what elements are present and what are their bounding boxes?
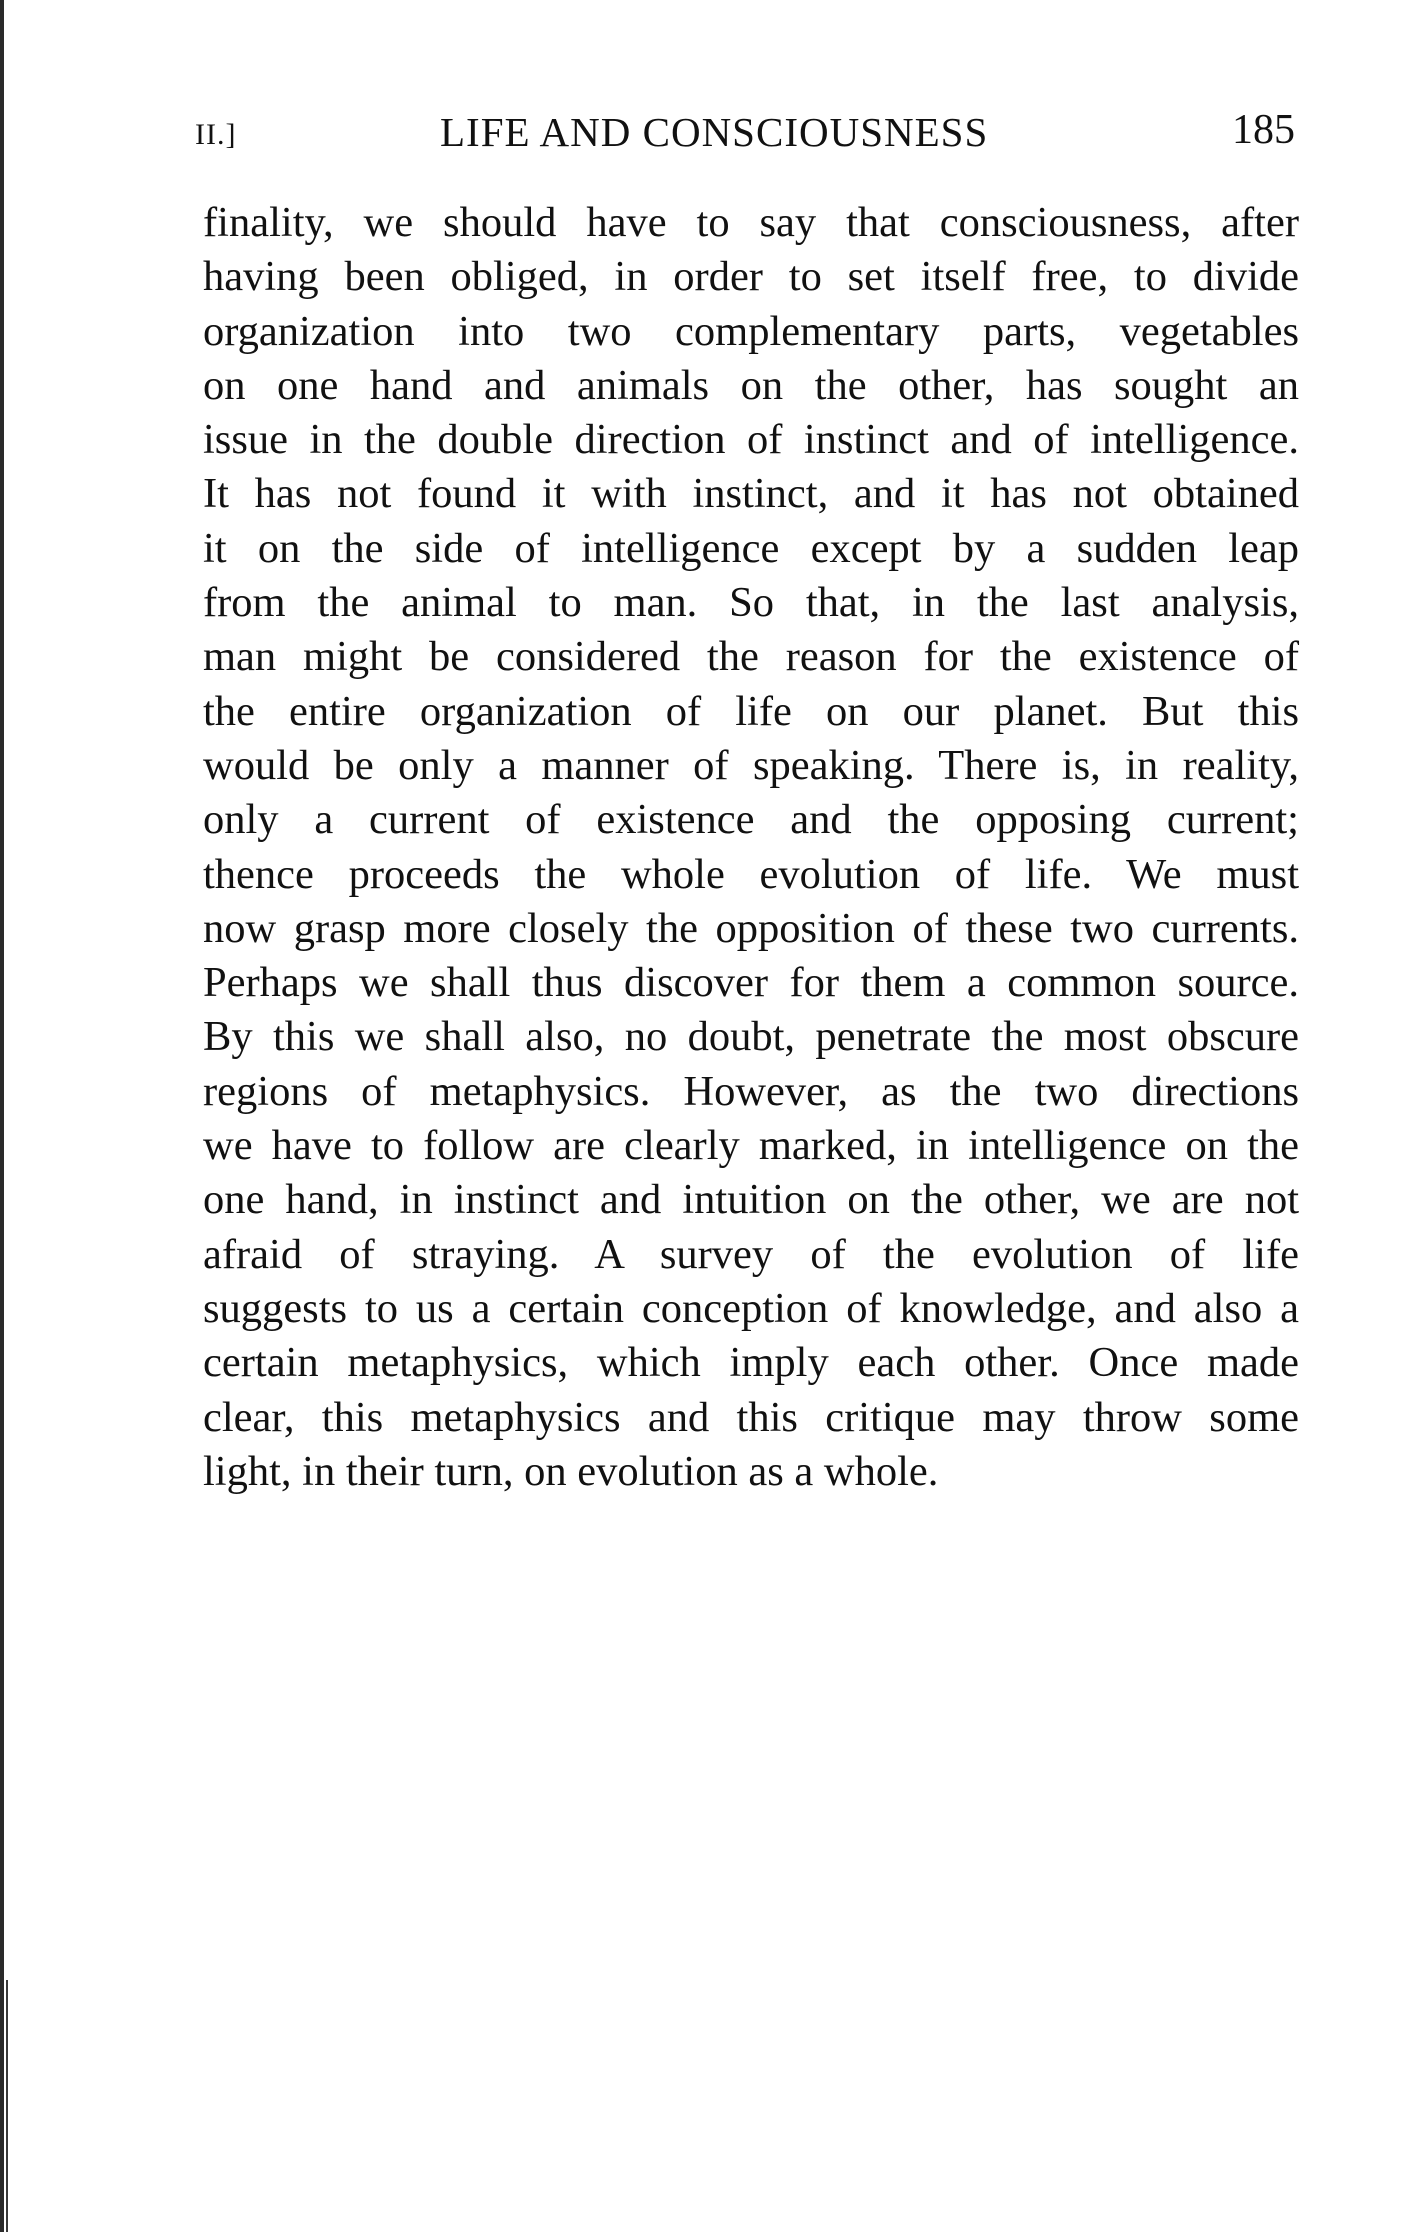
text-line: thence proceeds the whole evolution of life. We must	[203, 850, 1299, 898]
text-line: now grasp more closely the opposition of these two currents.	[203, 904, 1299, 952]
text-line: suggests to us a certain conception of knowledge, and also a	[203, 1284, 1299, 1332]
body-paragraph	[203, 196, 1299, 1499]
page-binding-line	[6, 1980, 8, 2232]
text-line: one hand, in instinct and intuition on the other, we are not	[203, 1176, 1299, 1224]
running-title: LIFE AND CONSCIOUSNESS	[440, 109, 989, 155]
text-line: issue in the double direction of instinct and of intelligence.	[203, 416, 1299, 464]
text-line: By this we shall also, no doubt, penetrate the most obscure	[203, 1013, 1299, 1061]
text-line: only a current of existence and the opposing current;	[203, 796, 1299, 844]
text-line: from the animal to man. So that, in the last analysis,	[203, 579, 1299, 627]
text-line: regions of metaphysics. However, as the two directions	[203, 1067, 1299, 1115]
text-line: on one hand and animals on the other, has sought an	[203, 361, 1299, 409]
text-line: we have to follow are clearly marked, in intelligence on the	[203, 1122, 1299, 1170]
text-line: finality, we should have to say that consciousness, after	[203, 199, 1299, 246]
page-number: 185	[1232, 107, 1295, 153]
text-line: clear, this metaphysics and this critique may throw some	[203, 1393, 1299, 1441]
text-line: it on the side of intelligence except by a sudden leap	[203, 524, 1299, 572]
text-line: organization into two complementary parts, vegetables	[203, 307, 1299, 355]
text-line: afraid of straying. A survey of the evolution of life	[203, 1230, 1299, 1278]
text-line-last: light, in their turn, on evolution as a whole.	[203, 1447, 939, 1495]
text-line: would be only a manner of speaking. There is, in reality,	[203, 741, 1299, 789]
text-line: the entire organization of life on our planet. But this	[203, 687, 1299, 735]
text-line: certain metaphysics, which imply each other. Once made	[203, 1339, 1299, 1387]
chapter-marker: II.]	[195, 118, 237, 151]
running-header	[195, 108, 1295, 158]
text-line: having been obliged, in order to set itself free, to divide	[203, 253, 1299, 301]
text-line: man might be considered the reason for the existence of	[203, 633, 1299, 681]
text-line: Perhaps we shall thus discover for them a common source.	[203, 959, 1299, 1007]
text-line: It has not found it with instinct, and it has not obtained	[203, 470, 1299, 518]
page-left-edge-shadow	[0, 0, 4, 2232]
